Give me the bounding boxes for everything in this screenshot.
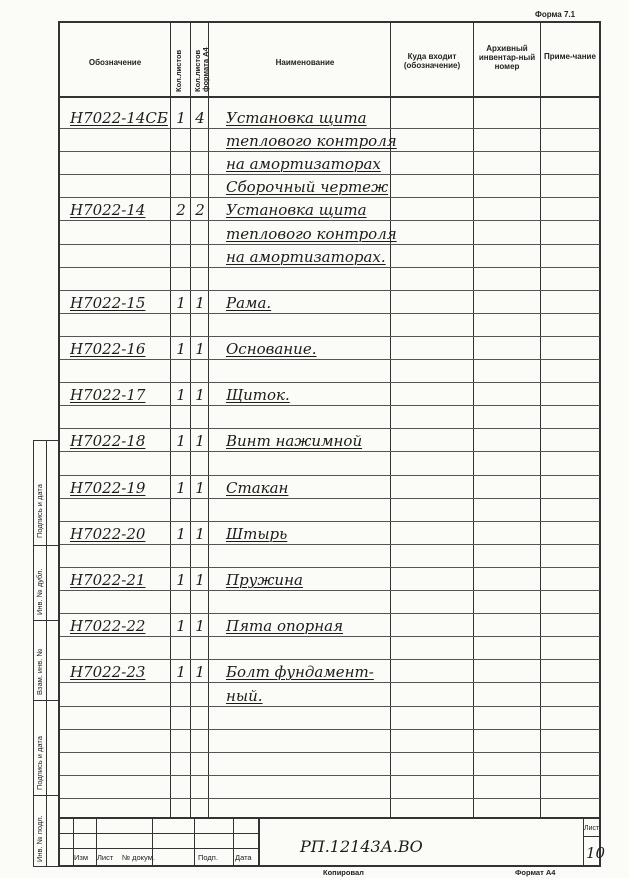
- row-designation: Н7022-14: [70, 201, 146, 219]
- row-line: [60, 636, 600, 637]
- row-designation: Н7022-22: [70, 617, 146, 635]
- column-line: [190, 21, 191, 817]
- stamp-sheet-no: 10: [586, 844, 606, 862]
- frame-top: [58, 21, 601, 23]
- row-name-line: Винт нажимной: [226, 432, 363, 450]
- side-strip-sep-1: [33, 545, 59, 546]
- side-label-inv-dubl: Инв. № дубл.: [35, 568, 44, 615]
- stamp-copied: Копировал: [323, 868, 364, 877]
- stamp-format: Формат А4: [515, 868, 556, 877]
- row-sheets: 1: [176, 663, 186, 681]
- row-name-line: Штырь: [226, 525, 288, 543]
- row-line: [60, 567, 600, 568]
- row-line: [60, 498, 600, 499]
- row-line: [60, 659, 600, 660]
- stamp-col-6: [258, 817, 260, 865]
- row-line: [60, 128, 600, 129]
- stamp-list: Лист: [97, 853, 114, 862]
- row-line: [60, 521, 600, 522]
- row-sheets: 1: [176, 432, 186, 450]
- side-label-sign-date-1: Подпись и дата: [35, 484, 44, 538]
- stamp-col-5: [233, 817, 234, 865]
- row-sheets: 1: [176, 340, 186, 358]
- row-sheets: 1: [176, 294, 186, 312]
- row-line: [60, 682, 600, 683]
- stamp-sheet-label: Лист: [584, 825, 600, 832]
- row-name-line: Пружина: [226, 571, 303, 589]
- row-sheets: 2: [176, 201, 186, 219]
- row-a4: 1: [195, 525, 205, 543]
- row-a4: 1: [195, 340, 205, 358]
- row-a4: 1: [195, 663, 205, 681]
- row-name-line: на амортизаторах: [226, 155, 381, 173]
- stamp-doc-no: № докум.: [122, 853, 155, 862]
- row-line: [60, 475, 600, 476]
- header-sheets: Кол.листов: [174, 49, 183, 92]
- row-a4: 1: [195, 294, 205, 312]
- form-label: Форма 7.1: [535, 10, 576, 19]
- row-name-line: Пята опорная: [226, 617, 344, 635]
- frame-left: [58, 21, 60, 867]
- column-line: [170, 21, 171, 817]
- row-line: [60, 451, 600, 452]
- row-name-line: теплового контроля: [226, 225, 397, 243]
- row-sheets: 1: [176, 525, 186, 543]
- header-archive: Архивный инвентар-ный номер: [478, 44, 536, 71]
- frame-bottom: [58, 865, 601, 867]
- row-line: [60, 729, 600, 730]
- stamp-date: Дата: [235, 853, 252, 862]
- stamp-col-4: [194, 817, 195, 865]
- row-name-line: Стакан: [226, 479, 289, 497]
- row-line: [60, 544, 600, 545]
- stamp-sign: Подп.: [198, 853, 218, 862]
- row-a4: 1: [195, 617, 205, 635]
- row-line: [60, 290, 600, 291]
- row-line: [60, 752, 600, 753]
- row-line: [60, 359, 600, 360]
- header-note: Приме-чание: [544, 52, 596, 61]
- row-designation: Н7022-16: [70, 340, 146, 358]
- row-designation: Н7022-14СБ: [70, 109, 168, 127]
- stamp-row-1: [58, 833, 258, 834]
- row-line: [60, 798, 600, 799]
- row-designation: Н7022-15: [70, 294, 146, 312]
- header-a4: Кол.листов формата А4: [193, 47, 210, 92]
- row-designation: Н7022-23: [70, 663, 146, 681]
- side-strip-sep-4: [33, 795, 59, 796]
- stamp-row-2: [58, 848, 258, 849]
- row-name-line: Установка щита: [226, 109, 367, 127]
- side-label-vzam-inv: Взам. инв. №: [35, 648, 44, 695]
- row-line: [60, 174, 600, 175]
- row-name-line: Рама.: [226, 294, 272, 312]
- header-name: Наименование: [275, 58, 335, 67]
- row-sheets: 1: [176, 617, 186, 635]
- row-line: [60, 405, 600, 406]
- row-a4: 4: [195, 109, 205, 127]
- header-designation: Обозначение: [88, 58, 142, 67]
- row-line: [60, 590, 600, 591]
- side-strip-top: [33, 440, 59, 441]
- row-name-line: теплового контроля: [226, 132, 397, 150]
- row-line: [60, 613, 600, 614]
- row-line: [60, 197, 600, 198]
- side-strip-sep-3: [33, 700, 59, 701]
- side-strip-bottom: [33, 866, 59, 867]
- row-sheets: 1: [176, 109, 186, 127]
- row-line: [60, 313, 600, 314]
- stamp-top: [58, 817, 601, 819]
- row-sheets: 1: [176, 479, 186, 497]
- row-line: [60, 775, 600, 776]
- row-name-line: Основание.: [226, 340, 317, 358]
- row-line: [60, 267, 600, 268]
- row-line: [60, 706, 600, 707]
- column-line: [473, 21, 474, 817]
- side-strip-left: [33, 440, 34, 867]
- row-designation: Н7022-21: [70, 571, 146, 589]
- row-name-line: Болт фундамент-: [226, 663, 374, 681]
- header-divider: [58, 96, 601, 98]
- row-line: [60, 336, 600, 337]
- row-designation: Н7022-19: [70, 479, 146, 497]
- row-name-line: Установка щита: [226, 201, 367, 219]
- side-strip-sep-2: [33, 620, 59, 621]
- stamp-izm: Изм: [74, 853, 88, 862]
- frame-right: [599, 21, 601, 867]
- stamp-document-code: РП.12143А.ВО: [300, 837, 423, 856]
- stamp-sheet-row: [583, 836, 600, 837]
- row-designation: Н7022-20: [70, 525, 146, 543]
- row-line: [60, 244, 600, 245]
- row-a4: 1: [195, 571, 205, 589]
- row-a4: 1: [195, 386, 205, 404]
- row-name-line: на амортизаторах.: [226, 248, 386, 266]
- row-line: [60, 428, 600, 429]
- row-name-line: Щиток.: [226, 386, 290, 404]
- side-label-sign-date-2: Подпись и дата: [35, 736, 44, 790]
- row-designation: Н7022-18: [70, 432, 146, 450]
- header-where-used: Куда входит (обозначение): [403, 52, 461, 70]
- column-line: [208, 21, 209, 817]
- row-sheets: 1: [176, 571, 186, 589]
- side-label-inv-podl: Инв. № подл.: [35, 815, 44, 862]
- row-designation: Н7022-17: [70, 386, 146, 404]
- row-name-line: Сборочный чертеж: [226, 178, 389, 196]
- row-a4: 2: [195, 201, 205, 219]
- side-strip-inner: [46, 440, 47, 867]
- row-a4: 1: [195, 432, 205, 450]
- row-name-line: ный.: [226, 687, 263, 705]
- row-line: [60, 220, 600, 221]
- row-line: [60, 151, 600, 152]
- column-line: [540, 21, 541, 817]
- row-line: [60, 382, 600, 383]
- row-a4: 1: [195, 479, 205, 497]
- row-sheets: 1: [176, 386, 186, 404]
